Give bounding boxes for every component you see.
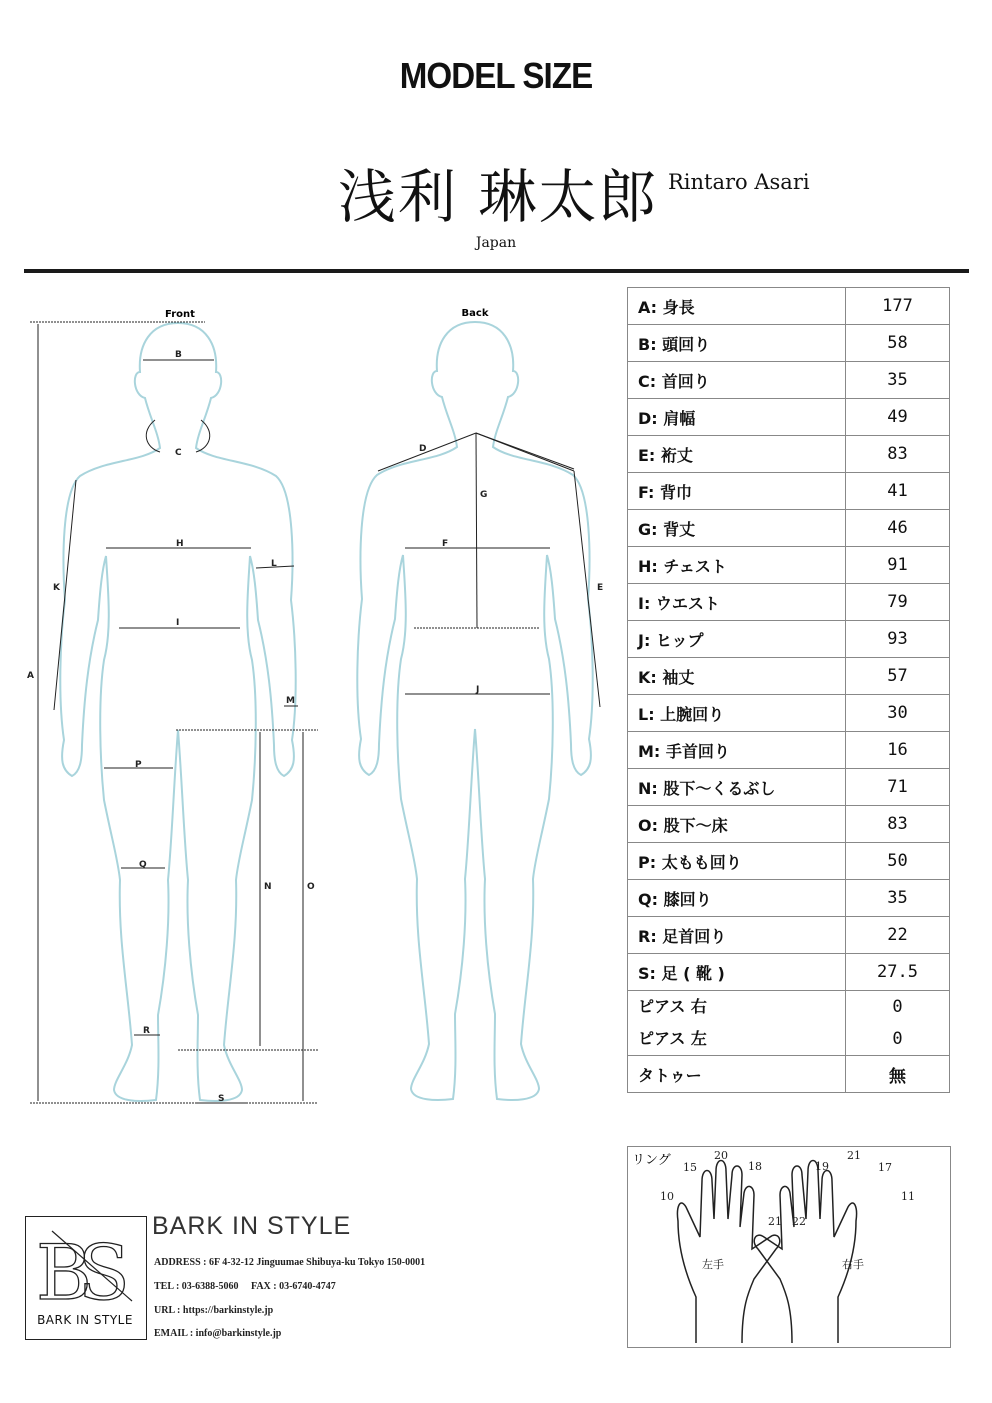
measurement-value: 93	[846, 621, 950, 658]
marker-m: M	[286, 696, 295, 706]
marker-e: E	[597, 583, 604, 593]
measurement-label: D: 肩幅	[628, 399, 846, 436]
left-ring-size-3: 20	[714, 1149, 728, 1162]
measurement-value: 35	[846, 880, 950, 917]
measurement-value: 46	[846, 510, 950, 547]
measurement-value: 49	[846, 399, 950, 436]
measurement-label: G: 背丈	[628, 510, 846, 547]
measurement-label: N: 股下～くるぶし	[628, 769, 846, 806]
measurement-label: J: ヒップ	[628, 621, 846, 658]
measurement-label: Q: 膝回り	[628, 880, 846, 917]
table-row	[628, 547, 950, 584]
brand-address: ADDRESS : 6F 4-32-12 Jinguumae Shibuya-ku Tokyo 150-0001	[154, 1257, 426, 1268]
piercing-left-label: ピアス 左	[638, 1029, 707, 1048]
header-divider	[24, 269, 969, 273]
table-row	[628, 695, 950, 732]
table-row-tattoo	[628, 1056, 950, 1093]
marker-j: J	[476, 685, 480, 695]
piercing-left-value: 0	[892, 1029, 903, 1049]
table-row	[628, 658, 950, 695]
table-row	[628, 510, 950, 547]
marker-l: L	[271, 559, 277, 569]
right-ring-size-5: 11	[901, 1190, 915, 1203]
brand-url[interactable]: URL : https://barkinstyle.jp	[154, 1305, 274, 1316]
marker-k: K	[53, 583, 60, 593]
measurement-label: E: 裄丈	[628, 436, 846, 473]
marker-n: N	[264, 882, 272, 892]
measurement-value: 83	[846, 806, 950, 843]
brand-name: BARK IN STYLE	[152, 1212, 352, 1240]
right-ring-size-2: 19	[815, 1160, 829, 1173]
table-row	[628, 362, 950, 399]
left-hand-label: 左手	[702, 1258, 724, 1271]
tattoo-label: タトゥー	[628, 1056, 846, 1093]
piercing-right-label: ピアス 右	[638, 997, 707, 1016]
right-hand-icon	[754, 1161, 856, 1344]
measurement-label: O: 股下～床	[628, 806, 846, 843]
measurement-label: A: 身長	[628, 288, 846, 325]
right-ring-size-4: 17	[878, 1161, 892, 1174]
table-row	[628, 917, 950, 954]
table-row	[628, 288, 950, 325]
table-row	[628, 325, 950, 362]
right-ring-size-3: 21	[847, 1149, 861, 1162]
model-name-english: Rintaro Asari	[668, 170, 810, 194]
table-row	[628, 436, 950, 473]
marker-f: F	[442, 539, 449, 549]
logo-monogram: BS	[36, 1228, 116, 1317]
marker-s: S	[218, 1094, 225, 1104]
marker-g: G	[480, 490, 488, 500]
logo-caption: BARK IN STYLE	[37, 1313, 133, 1327]
brand-phone-fax: TEL : 03-6388-5060 FAX : 03-6740-4747	[154, 1281, 336, 1292]
measurement-lines	[30, 322, 600, 1103]
measurement-label: F: 背巾	[628, 473, 846, 510]
measurement-value: 91	[846, 547, 950, 584]
left-ring-size-2: 15	[683, 1161, 697, 1174]
measurement-label: L: 上腕回り	[628, 695, 846, 732]
table-row	[628, 880, 950, 917]
table-row	[628, 621, 950, 658]
back-body-outline	[357, 322, 592, 1100]
measurement-table	[627, 287, 950, 1093]
page-title: MODEL SIZE	[399, 55, 593, 96]
left-hand-icon	[677, 1161, 779, 1344]
measurement-value: 79	[846, 584, 950, 621]
marker-a: A	[27, 671, 34, 681]
measurement-label: M: 手首回り	[628, 732, 846, 769]
measurement-value: 30	[846, 695, 950, 732]
piercing-right-value: 0	[892, 997, 903, 1017]
left-ring-size-5: 21	[768, 1215, 782, 1228]
measurement-label: P: 太もも回り	[628, 843, 846, 880]
model-country: Japan	[475, 235, 517, 251]
table-row	[628, 806, 950, 843]
measurement-label: C: 首回り	[628, 362, 846, 399]
table-row	[628, 954, 950, 991]
measurement-label: I: ウエスト	[628, 584, 846, 621]
tattoo-value: 無	[846, 1056, 950, 1093]
measurement-value: 41	[846, 473, 950, 510]
measurement-value: 27.5	[846, 954, 950, 991]
hands-diagram	[628, 1147, 950, 1347]
marker-p: P	[135, 760, 142, 770]
marker-q: Q	[139, 860, 147, 870]
measurement-label: B: 頭回り	[628, 325, 846, 362]
brand-email[interactable]: EMAIL : info@barkinstyle.jp	[154, 1328, 282, 1339]
marker-d: D	[419, 444, 427, 454]
table-row	[628, 399, 950, 436]
measurement-value: 22	[846, 917, 950, 954]
table-row	[628, 584, 950, 621]
measurement-label: R: 足首回り	[628, 917, 846, 954]
measurement-value: 16	[846, 732, 950, 769]
table-row	[628, 769, 950, 806]
left-ring-size-1: 10	[660, 1190, 674, 1203]
marker-b: B	[175, 350, 182, 360]
marker-h: H	[176, 539, 184, 549]
measurement-value: 57	[846, 658, 950, 695]
measurement-label: H: チェスト	[628, 547, 846, 584]
measurement-value: 71	[846, 769, 950, 806]
marker-r: R	[143, 1026, 150, 1036]
measurement-value: 35	[846, 362, 950, 399]
measurement-label: K: 袖丈	[628, 658, 846, 695]
model-name-japanese: 浅利 琳太郎	[338, 163, 659, 231]
ring-title: リング	[632, 1153, 671, 1168]
measurement-label: S: 足 ( 靴 )	[628, 954, 846, 991]
ring-size-panel	[627, 1146, 951, 1348]
front-view-label: Front	[165, 309, 195, 320]
left-ring-size-4: 18	[748, 1160, 762, 1173]
table-row	[628, 732, 950, 769]
right-hand-label: 右手	[842, 1258, 864, 1271]
table-row	[628, 843, 950, 880]
table-row	[628, 473, 950, 510]
marker-i: I	[176, 618, 180, 628]
measurement-value: 83	[846, 436, 950, 473]
body-measurement-diagram	[0, 295, 615, 1125]
marker-c: C	[175, 448, 182, 458]
table-row-piercing	[628, 991, 950, 1056]
measurement-value: 177	[846, 288, 950, 325]
measurement-value: 58	[846, 325, 950, 362]
back-view-label: Back	[461, 308, 489, 319]
marker-o: O	[307, 882, 315, 892]
right-ring-size-1: 22	[792, 1215, 806, 1228]
measurement-value: 50	[846, 843, 950, 880]
